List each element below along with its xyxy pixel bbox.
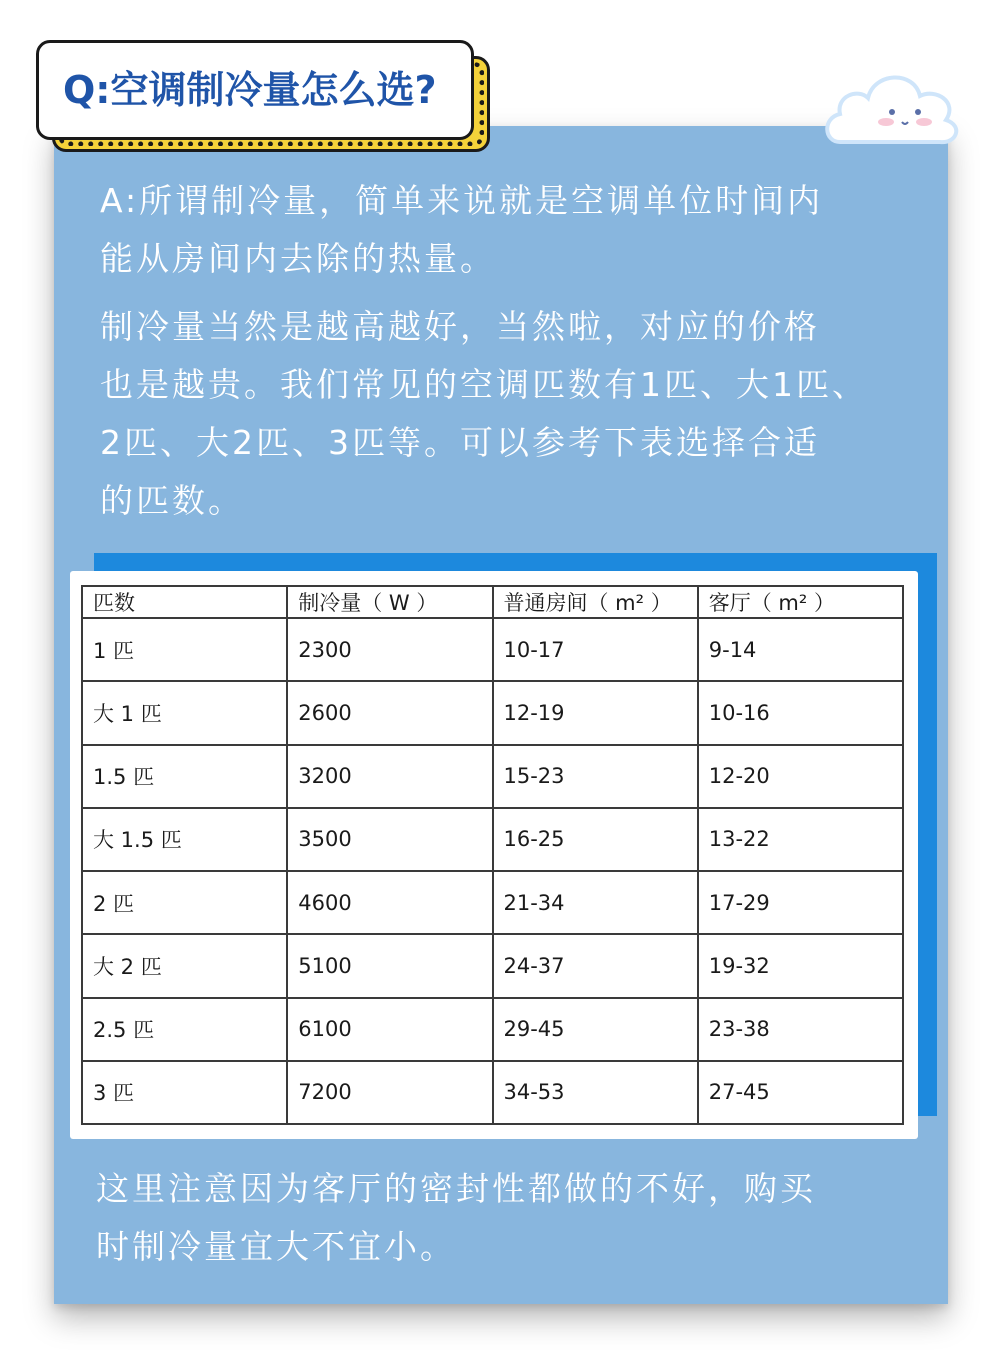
table-cell: 16-25 xyxy=(493,808,698,871)
table-cell: 2 匹 xyxy=(82,871,287,934)
table-header-row xyxy=(82,586,903,618)
table-cell: 大 2 匹 xyxy=(82,934,287,997)
table-cell: 5100 xyxy=(287,934,492,997)
page-title: Q:空调制冷量怎么选? xyxy=(63,68,437,112)
table-cell: 7200 xyxy=(287,1061,492,1124)
capacity-table xyxy=(81,585,904,1125)
table-cell: 12-20 xyxy=(698,745,903,808)
table-cell: 10-16 xyxy=(698,681,903,744)
table-cell: 2.5 匹 xyxy=(82,998,287,1061)
detail-line: 2匹、大2匹、3匹等。可以参考下表选择合适 xyxy=(100,423,820,462)
table-row xyxy=(82,681,903,744)
table-cell: 27-45 xyxy=(698,1061,903,1124)
note-line: 时制冷量宜大不宜小。 xyxy=(96,1227,456,1266)
table-cell: 大 1 匹 xyxy=(82,681,287,744)
header-cell: 制冷量（ W ） xyxy=(287,586,492,618)
header-cell: 普通房间（ m² ） xyxy=(493,586,698,618)
table-cell: 3200 xyxy=(287,745,492,808)
table-cell: 4600 xyxy=(287,871,492,934)
table-cell: 3 匹 xyxy=(82,1061,287,1124)
table-cell: 3500 xyxy=(287,808,492,871)
table-row xyxy=(82,871,903,934)
table-row xyxy=(82,618,903,681)
detail-line: 也是越贵。我们常见的空调匹数有1匹、大1匹、 xyxy=(100,365,868,404)
table-cell: 6100 xyxy=(287,998,492,1061)
table-panel xyxy=(70,571,918,1139)
table-cell: 2300 xyxy=(287,618,492,681)
table-cell: 1 匹 xyxy=(82,618,287,681)
detail-paragraph xyxy=(100,298,950,530)
table-cell: 13-22 xyxy=(698,808,903,871)
detail-line: 的匹数。 xyxy=(100,481,244,520)
table-row xyxy=(82,1061,903,1124)
note-paragraph xyxy=(96,1160,916,1276)
table-row xyxy=(82,808,903,871)
table-cell: 12-19 xyxy=(493,681,698,744)
table-cell: 19-32 xyxy=(698,934,903,997)
table-cell: 23-38 xyxy=(698,998,903,1061)
table-cell: 29-45 xyxy=(493,998,698,1061)
intro-paragraph xyxy=(100,172,920,288)
table-cell: 17-29 xyxy=(698,871,903,934)
header-cell: 匹数 xyxy=(82,586,287,618)
title-badge xyxy=(36,40,474,140)
table-row xyxy=(82,745,903,808)
cloud-face-icon xyxy=(820,62,962,148)
table-cell: 2600 xyxy=(287,681,492,744)
table-cell: 9-14 xyxy=(698,618,903,681)
table-cell: 10-17 xyxy=(493,618,698,681)
table-row xyxy=(82,934,903,997)
table-row xyxy=(82,998,903,1061)
detail-line: 制冷量当然是越高越好，当然啦，对应的价格 xyxy=(100,307,820,346)
note-line: 这里注意因为客厅的密封性都做的不好，购买 xyxy=(96,1169,816,1208)
table-cell: 15-23 xyxy=(493,745,698,808)
table-cell: 24-37 xyxy=(493,934,698,997)
table-cell: 大 1.5 匹 xyxy=(82,808,287,871)
intro-line: A:所谓制冷量，简单来说就是空调单位时间内 xyxy=(100,181,824,220)
table-cell: 1.5 匹 xyxy=(82,745,287,808)
intro-line: 能从房间内去除的热量。 xyxy=(100,239,496,278)
table-cell: 21-34 xyxy=(493,871,698,934)
table-cell: 34-53 xyxy=(493,1061,698,1124)
header-cell: 客厅（ m² ） xyxy=(698,586,903,618)
